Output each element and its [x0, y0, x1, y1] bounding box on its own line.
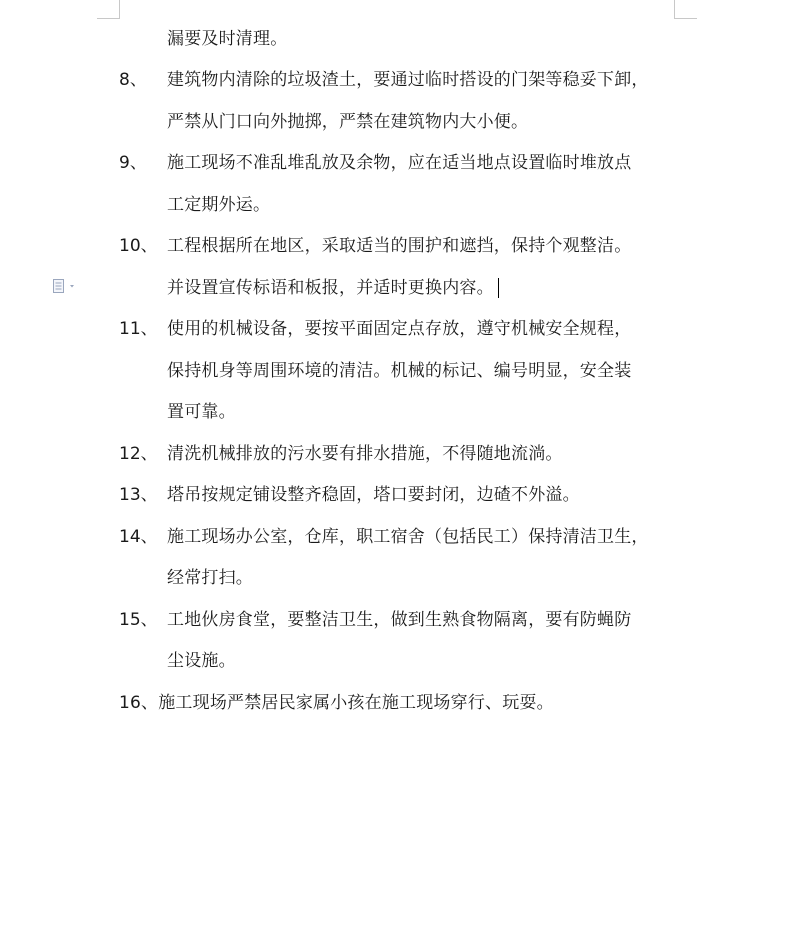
paragraph-options-icon[interactable] — [52, 278, 80, 294]
text-line-with-cursor — [167, 277, 499, 299]
list-number: 9、 — [119, 153, 147, 173]
list-number: 11、 — [119, 319, 158, 339]
text-line: 并设置宣传标语和板报，并适时更换内容。 — [167, 278, 494, 298]
text-line: 尘设施。 — [167, 651, 236, 671]
text-line: 工地伙房食堂，要整洁卫生，做到生熟食物隔离，要有防蝇防 — [167, 610, 632, 630]
text-line: 严禁从门口向外抛掷，严禁在建筑物内大小便。 — [167, 112, 529, 132]
text-line: 施工现场不准乱堆乱放及余物，应在适当地点设置临时堆放点 — [167, 153, 632, 173]
list-number: 10、 — [119, 236, 158, 256]
text-line: 建筑物内清除的垃圾渣土，要通过临时搭设的门架等稳妥下卸， — [167, 70, 649, 90]
text-line: 使用的机械设备，要按平面固定点存放，遵守机械安全规程， — [167, 319, 632, 339]
text-line: 16、施工现场严禁居民家属小孩在施工现场穿行、玩耍。 — [119, 693, 554, 713]
list-number: 8、 — [119, 70, 147, 90]
page-margin-corner-top-left — [97, 0, 120, 19]
text-line: 经常打扫。 — [167, 568, 253, 588]
text-line: 工程根据所在地区，采取适当的围护和遮挡，保持个观整洁。 — [167, 236, 632, 256]
list-number: 13、 — [119, 485, 158, 505]
text-line: 清洗机械排放的污水要有排水措施，不得随地流淌。 — [167, 444, 563, 464]
text-line: 置可靠。 — [167, 402, 236, 422]
list-number: 14、 — [119, 527, 158, 547]
text-cursor — [498, 278, 500, 298]
text-line: 漏要及时清理。 — [167, 29, 288, 49]
list-number: 12、 — [119, 444, 158, 464]
text-line: 保持机身等周围环境的清洁。机械的标记、编号明显，安全装 — [167, 361, 632, 381]
text-line: 工定期外运。 — [167, 195, 271, 215]
text-line: 施工现场办公室，仓库，职工宿舍（包括民工）保持清洁卫生， — [167, 527, 649, 547]
page-margin-corner-top-right — [674, 0, 697, 19]
text-line: 塔吊按规定铺设整齐稳固，塔口要封闭，边碴不外溢。 — [167, 485, 580, 505]
list-number: 15、 — [119, 610, 158, 630]
